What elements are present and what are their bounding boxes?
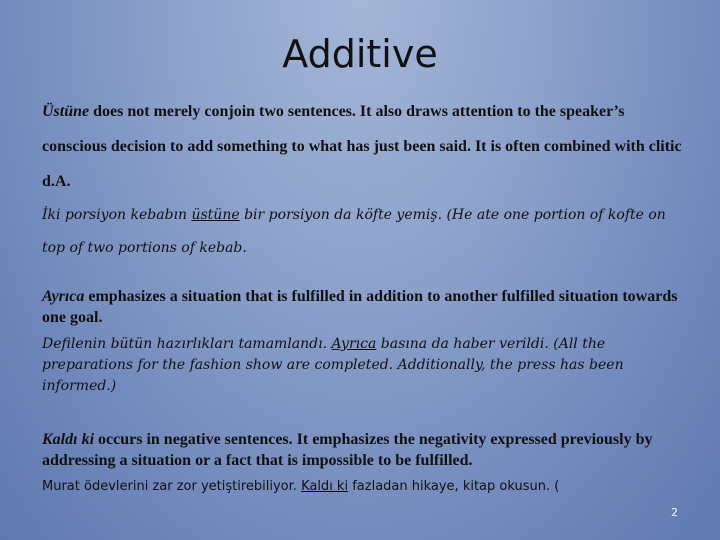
example-ayrica-underlined: Ayrıca <box>331 336 377 352</box>
example-kaldi-ki <box>42 477 692 497</box>
example-ayrica <box>42 334 692 397</box>
paragraph-ayrica <box>42 286 692 328</box>
paragraph-kaldi-ki-text: occurs in negative sentences. It emphasizes the negativity expressed previously by addressing a situation or a fact that is impossible to be fulfilled. <box>42 431 653 469</box>
example-kaldi-ki-after: fazladan hikaye, kitap okusun. ( <box>348 479 560 494</box>
slide-title: Additive <box>282 32 438 76</box>
example-kaldi-ki-before: Murat ödevlerini zar zor yetiştirebiliyor. <box>42 479 302 494</box>
term-ustune: Üstüne <box>42 103 90 120</box>
paragraph-ustune <box>42 94 692 199</box>
term-ayrica: Ayrıca <box>42 288 85 305</box>
example-ustune-underlined: üstüne <box>191 207 240 223</box>
page-number: 2 <box>671 506 678 519</box>
paragraph-ustune-text: does not merely conjoin two sentences. It also draws attention to the speaker’s conscious decision to add something to what has just been said. It is often combined with clitic d.A. <box>42 103 682 190</box>
example-ayrica-before: Defilenin bütün hazırlıkları tamamlandı. <box>42 336 332 352</box>
term-kaldi-ki: Kaldı ki <box>42 431 95 448</box>
example-ayrica-after: basına da haber verildi. (All the preparations for the fashion show are completed. Additionally, the press has been informed.) <box>42 336 624 394</box>
example-ustune-after: bir porsiyon da köfte yemiş. (He ate one portion of kofte on top of two portions of kebab. <box>42 207 666 256</box>
paragraph-kaldi-ki <box>42 429 692 471</box>
paragraph-ayrica-text: emphasizes a situation that is fulfilled in addition to another fulfilled situation towards one goal. <box>42 288 678 326</box>
example-ustune <box>42 199 692 265</box>
example-kaldi-ki-underlined: Kaldı ki <box>301 479 349 494</box>
example-ustune-before: İki porsiyon kebabın <box>42 207 192 223</box>
